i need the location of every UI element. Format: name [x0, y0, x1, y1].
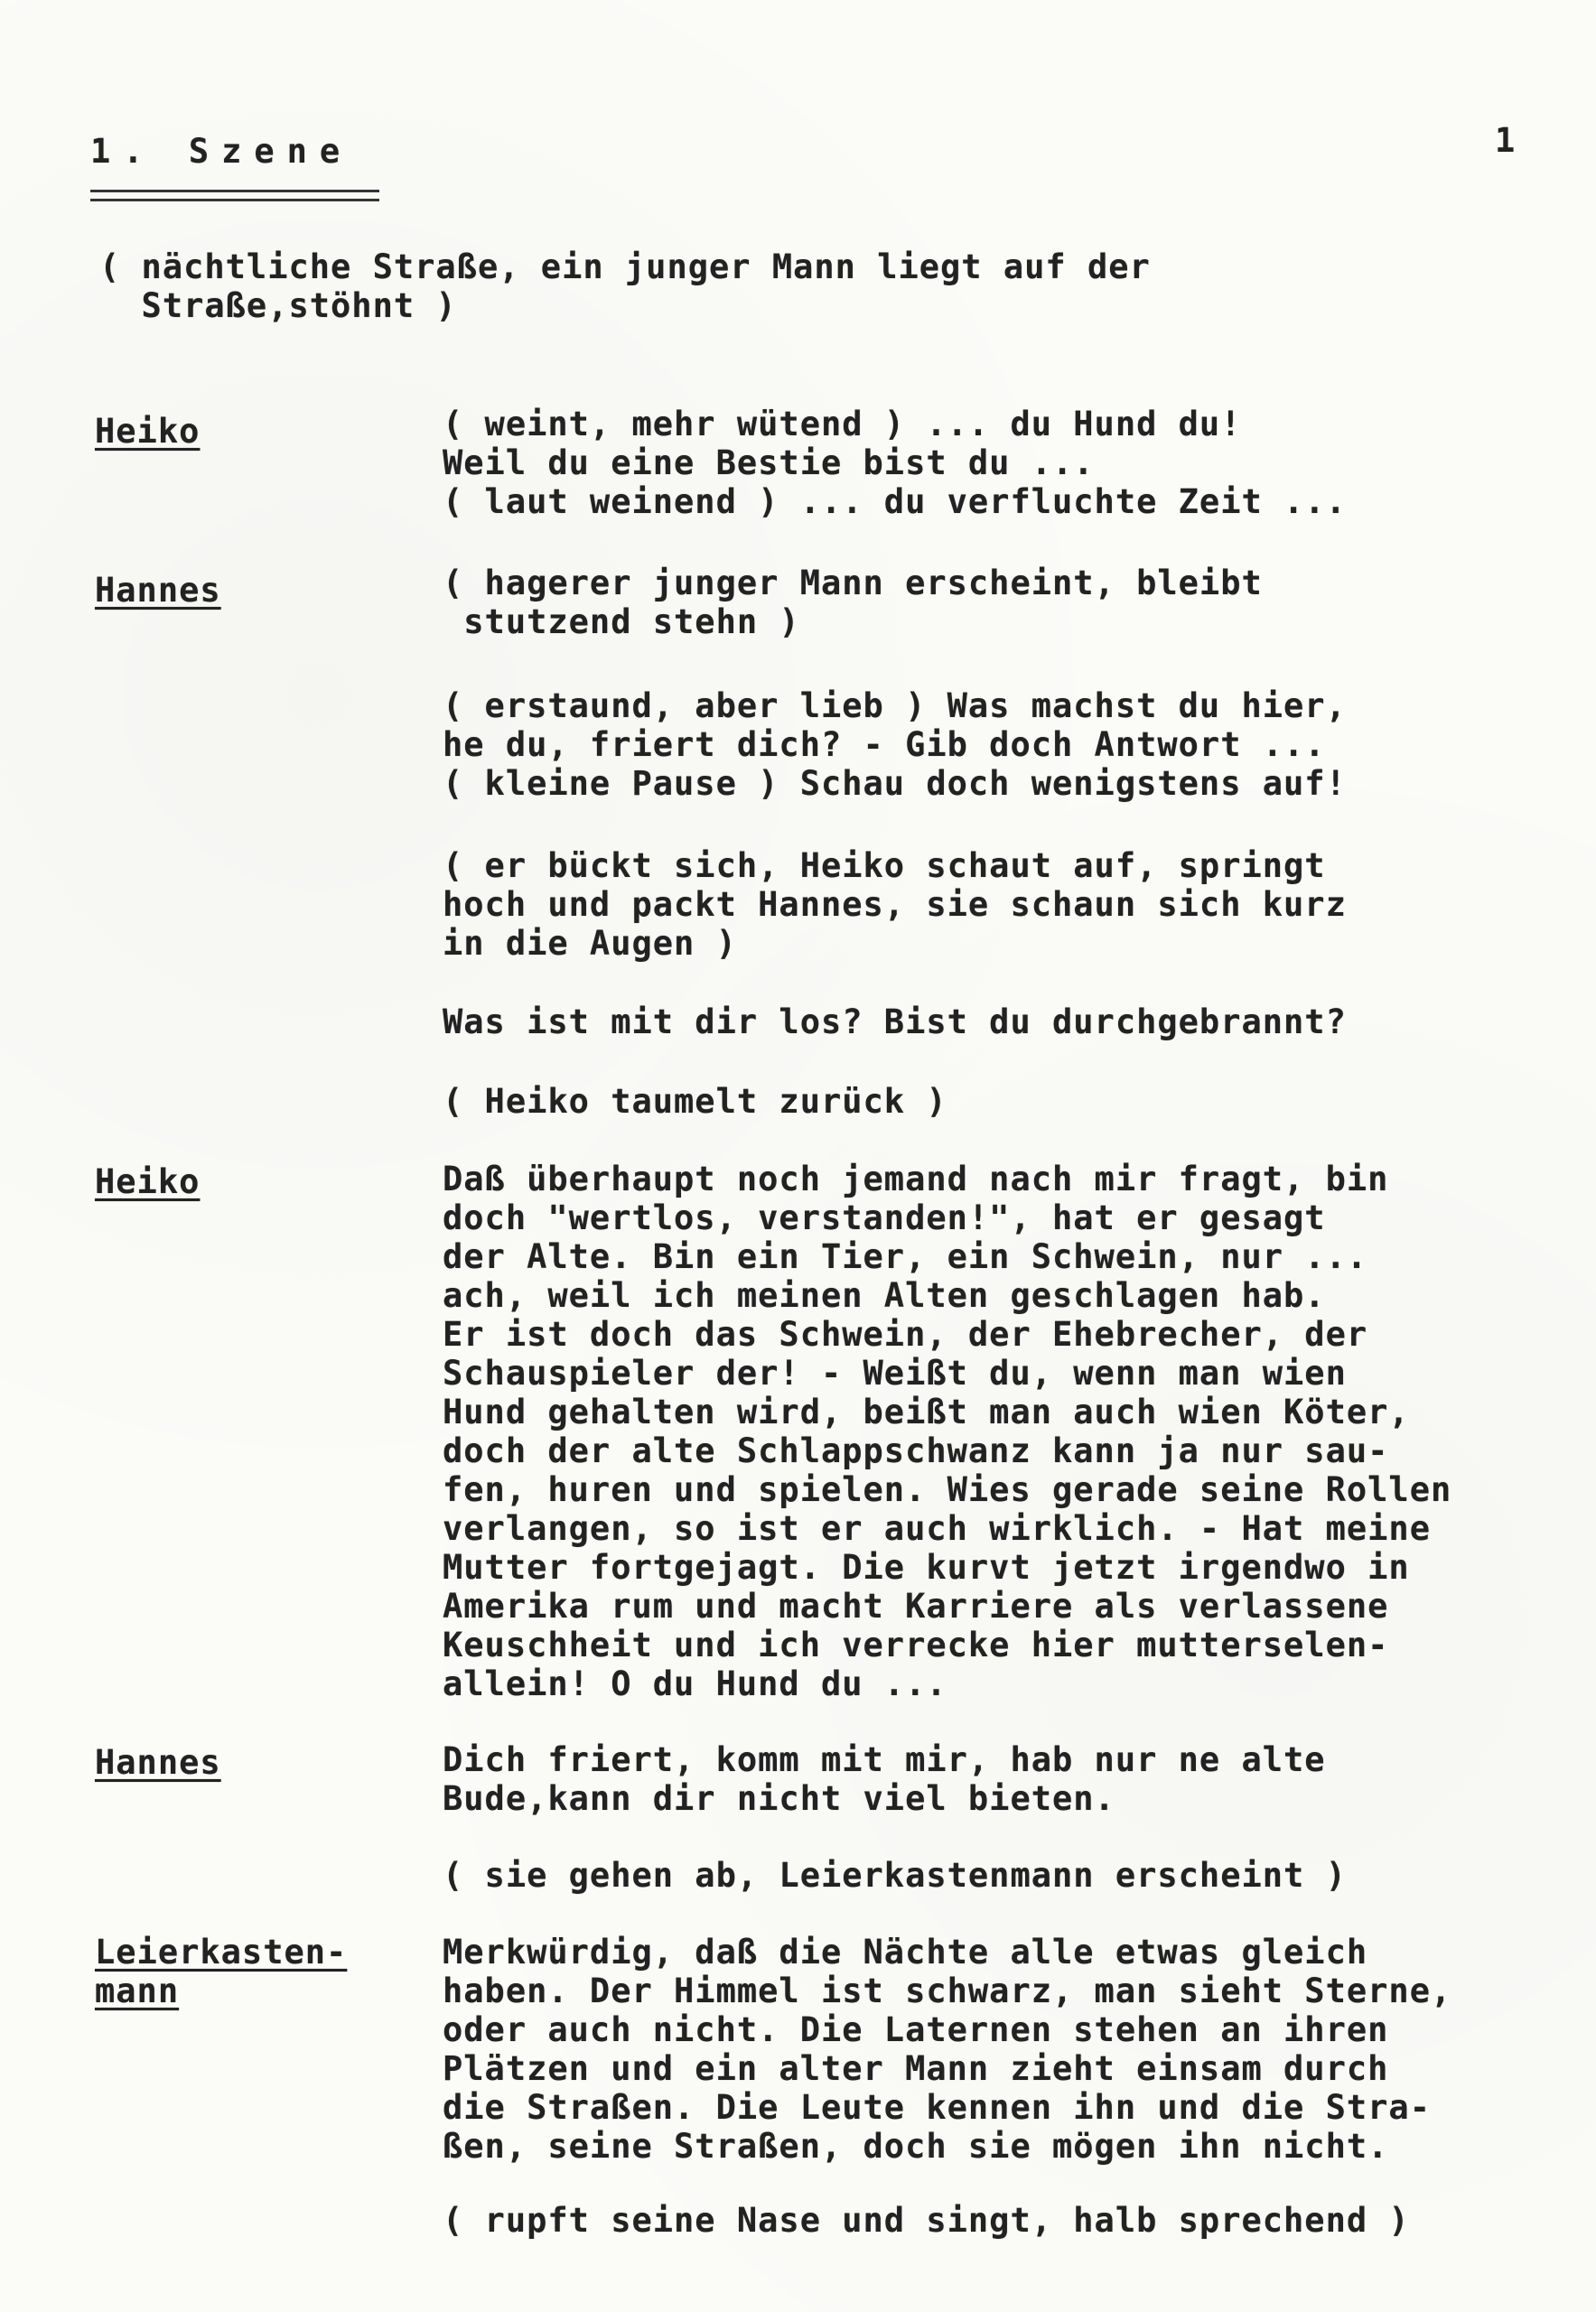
dialogue-block: Daß überhaupt noch jemand nach mir fragt, bin doch "wertlos, verstanden!", hat er gesagt der Alte. Bin ein Tier, ein Schwein, nur ... ach, weil ich meinen Alten geschlagen hab. Er ist doch das Schwein, der Ehebrecher, der Schauspieler der! - Weißt du, wenn man wien Hund gehalten wird, beißt man auch wien Köter, doch der alte Schlappschwanz kann ja nur sau- fen, huren und spielen. Wies gerade seine Rollen verlangen, so ist er auch wirklich. - Hat meine Mutter fortgejagt. Die kurvt jetzt irgendwo in Amerika rum und macht Karriere als verlassene Keuschheit und ich verrecke hier mutterselen- allein! O du Hund du ...	[443, 1160, 1452, 1703]
stage-direction: ( sie gehen ab, Leierkastenmann erscheint )	[443, 1856, 1347, 1895]
speaker-hannes: Hannes	[95, 1743, 221, 1782]
speaker-heiko: Heiko	[95, 1162, 201, 1201]
dialogue-block: Merkwürdig, daß die Nächte alle etwas gleich haben. Der Himmel ist schwarz, man sieht Sterne, oder auch nicht. Die Laternen stehen an ihren Plätzen und ein alter Mann zieht einsam durch die Straßen. Die Leute kennen ihn und die Stra- ßen, seine Straßen, doch sie mögen ihn nicht.	[443, 1933, 1452, 2166]
dialogue-block: Dich friert, komm mit mir, hab nur ne alte Bude,kann dir nicht viel bieten.	[443, 1740, 1326, 1818]
intro-stage-direction: ( nächtliche Straße, ein junger Mann liegt auf der Straße,stöhnt )	[99, 247, 1151, 325]
dialogue-block: ( erstaund, aber lieb ) Was machst du hier, he du, friert dich? - Gib doch Antwort ... ( kleine Pause ) Schau doch wenigstens auf!	[443, 686, 1347, 803]
scene-heading-double-underline	[90, 190, 379, 201]
dialogue-block: Was ist mit dir los? Bist du durchgebrannt?	[443, 1002, 1347, 1041]
stage-direction: ( hagerer junger Mann erscheint, bleibt stutzend stehn )	[443, 564, 1263, 641]
dialogue-block: ( weint, mehr wütend ) ... du Hund du! Weil du eine Bestie bist du ... ( laut weinend ) ... du verfluchte Zeit ...	[443, 405, 1347, 521]
speaker-leierkastenmann: Leierkasten- mann	[95, 1933, 348, 2010]
stage-direction: ( er bückt sich, Heiko schaut auf, springt hoch und packt Hannes, sie schaun sich kurz in die Augen )	[443, 846, 1347, 963]
speaker-hannes: Hannes	[95, 571, 221, 610]
stage-direction: ( Heiko taumelt zurück )	[443, 1082, 947, 1121]
scene-heading: 1. Szene	[90, 132, 353, 171]
speaker-heiko: Heiko	[95, 412, 201, 451]
stage-direction: ( rupft seine Nase und singt, halb sprechend )	[443, 2201, 1410, 2240]
page-number: 1	[1495, 121, 1517, 160]
